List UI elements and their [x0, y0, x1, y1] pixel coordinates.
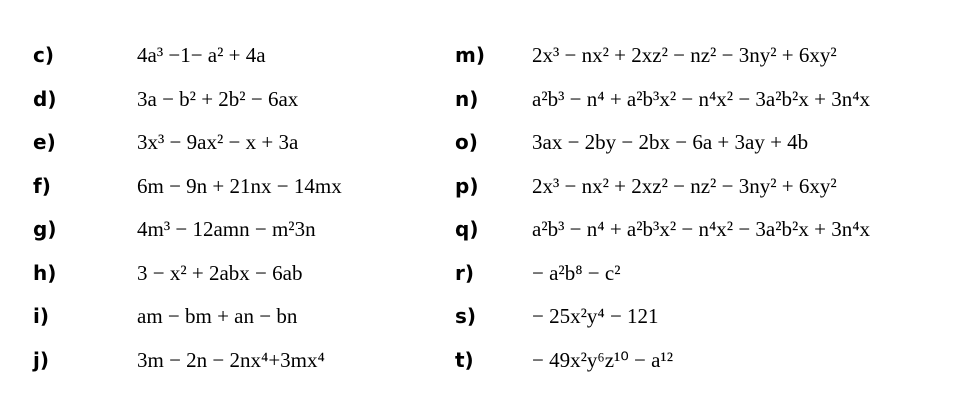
- exercise-expression: 4a³ −1− a² + 4a: [137, 43, 266, 67]
- exercise-expression: a²b³ − n⁴ + a²b³x² − n⁴x² − 3a²b²x + 3n⁴x: [532, 86, 871, 111]
- exercise-label: i): [33, 304, 49, 328]
- exercise-row-p: [450, 171, 978, 215]
- left-column: [0, 40, 450, 388]
- exercise-label: d): [33, 86, 57, 111]
- exercise-label: g): [33, 217, 57, 241]
- exercise-expression: 6m − 9n + 21nx − 14mx: [137, 173, 342, 198]
- exercise-expression: − 25x²y⁴ − 121: [532, 304, 659, 328]
- exercise-row-g: [0, 214, 450, 258]
- exercise-row-c: [0, 40, 450, 84]
- exercise-row-o: [450, 127, 978, 171]
- exercise-label: q): [455, 217, 479, 241]
- exercise-row-j: [0, 345, 450, 389]
- exercise-label: f): [33, 173, 51, 198]
- exercise-row-s: [450, 301, 978, 345]
- exercise-expression: 3x³ − 9ax² − x + 3a: [137, 130, 299, 154]
- exercise-row-i: [0, 301, 450, 345]
- exercise-expression: 3m − 2n − 2nx⁴+3mx⁴: [137, 347, 325, 372]
- exercise-row-e: [0, 127, 450, 171]
- exercise-expression: 3ax − 2by − 2bx − 6a + 3ay + 4b: [532, 130, 809, 154]
- exercise-label: m): [455, 43, 485, 67]
- exercise-row-n: [450, 84, 978, 128]
- exercise-expression: 2x³ − nx² + 2xz² − nz² − 3ny² + 6xy²: [532, 43, 837, 67]
- exercise-label: j): [33, 347, 49, 372]
- exercise-expression: − 49x²y⁶z¹⁰ − a¹²: [532, 347, 674, 372]
- exercise-expression: − a²b⁸ − c²: [532, 260, 621, 285]
- exercise-label: n): [455, 86, 479, 111]
- exercise-row-q: [450, 214, 978, 258]
- exercise-row-h: [0, 258, 450, 302]
- exercise-row-d: [0, 84, 450, 128]
- exercise-expression: a²b³ − n⁴ + a²b³x² − n⁴x² − 3a²b²x + 3n⁴x: [532, 217, 871, 241]
- exercise-label: r): [455, 260, 475, 285]
- exercise-label: h): [33, 260, 57, 285]
- exercise-label: e): [33, 130, 56, 154]
- exercise-label: p): [455, 173, 479, 198]
- exercise-label: t): [455, 347, 474, 372]
- exercise-expression: 2x³ − nx² + 2xz² − nz² − 3ny² + 6xy²: [532, 173, 837, 198]
- exercise-expression: 3 − x² + 2abx − 6ab: [137, 260, 303, 285]
- exercise-label: s): [455, 304, 477, 328]
- exercise-row-m: [450, 40, 978, 84]
- exercise-expression: 3a − b² + 2b² − 6ax: [137, 86, 299, 111]
- right-column: [450, 40, 978, 388]
- exercise-row-r: [450, 258, 978, 302]
- exercise-expression: 4m³ − 12amn − m²3n: [137, 217, 316, 241]
- exercise-row-f: [0, 171, 450, 215]
- exercise-row-t: [450, 345, 978, 389]
- exercise-label: c): [33, 43, 54, 67]
- exercise-label: o): [455, 130, 478, 154]
- exercise-expression: am − bm + an − bn: [137, 304, 298, 328]
